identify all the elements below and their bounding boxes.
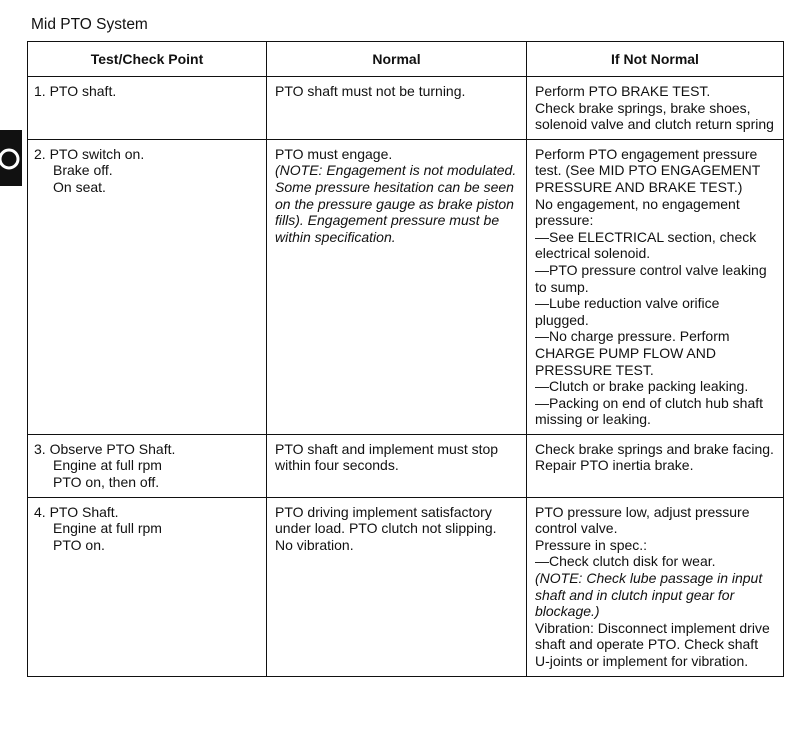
if-not-normal-cell (527, 139, 784, 434)
column-header-test: Test/Check Point (28, 42, 267, 77)
check-point-cell (28, 77, 267, 140)
cell-text: PTO shaft and implement must stop within four seconds. (275, 440, 499, 474)
check-point-title: 2. PTO switch on. (34, 145, 145, 162)
cell-text: —Lube reduction valve orifice plugged. (535, 295, 720, 328)
cell-text: PTO must engage. (275, 145, 393, 162)
if-not-normal-cell (527, 497, 784, 676)
cell-text: Perform PTO engagement pressure test. (See MID PTO ENGAGEMENT PRESSURE AND BRAKE TEST.) (535, 145, 761, 195)
check-point-cell (28, 497, 267, 676)
check-point-cell (28, 139, 267, 434)
cell-text: Vibration: Disconnect implement drive shaft and operate PTO. Check shaft U-joints or implement for vibration. (535, 619, 770, 669)
normal-cell (267, 497, 527, 676)
table-row (28, 139, 784, 434)
normal-cell (267, 77, 527, 140)
cell-text: PTO pressure low, adjust pressure control valve. (535, 503, 750, 537)
cell-text: —PTO pressure control valve leaking to sump. (535, 261, 767, 295)
cell-text: PTO driving implement satisfactory under load. PTO clutch not slipping. No vibration. (275, 503, 497, 553)
column-header-not-normal: If Not Normal (527, 42, 784, 77)
cell-text: —No charge pressure. Perform CHARGE PUMP FLOW AND PRESSURE TEST. (535, 328, 730, 378)
section-title: Mid PTO System (31, 16, 148, 33)
table-header-row (28, 42, 784, 77)
cell-text: Check brake springs and brake facing. Repair PTO inertia brake. (535, 440, 774, 474)
cell-text: —See ELECTRICAL section, check electrical solenoid. (535, 228, 757, 262)
check-point-title: 1. PTO shaft. (34, 83, 117, 99)
check-point-condition: Engine at full rpm (53, 457, 162, 474)
table-row (28, 434, 784, 497)
cell-text: Perform PTO BRAKE TEST. (535, 83, 711, 99)
cell-text: No engagement, no engagement pressure: (535, 195, 740, 229)
check-point-condition: Engine at full rpm (53, 520, 162, 537)
check-point-condition: On seat. (53, 178, 106, 195)
diagnostic-table (27, 41, 784, 677)
if-not-normal-cell (527, 77, 784, 140)
check-point-title: 4. PTO Shaft. (34, 503, 119, 520)
check-point-condition: PTO on, then off. (53, 474, 160, 491)
normal-cell (267, 139, 527, 434)
section-tab (0, 130, 22, 186)
cell-text: —Check clutch disk for wear. (535, 553, 716, 570)
table-row (28, 77, 784, 140)
if-not-normal-cell (527, 434, 784, 497)
cell-text: Check brake springs, brake shoes, solenoid valve and clutch return spring (535, 99, 774, 133)
check-point-title: 3. Observe PTO Shaft. (34, 440, 176, 457)
note-text: (NOTE: Engagement is not modulated. Some pressure hesitation can be seen on the pressure gauge as brake piston fills). Engagement pressure must be within specification. (275, 162, 517, 245)
column-header-normal: Normal (267, 42, 527, 77)
cell-text: PTO shaft must not be turning. (275, 83, 466, 99)
cell-text: —Packing on end of clutch hub shaft missing or leaking. (535, 394, 764, 428)
check-point-condition: PTO on. (53, 536, 105, 553)
check-point-cell (28, 434, 267, 497)
normal-cell (267, 434, 527, 497)
check-point-condition: Brake off. (53, 162, 113, 179)
cell-text: —Clutch or brake packing leaking. (535, 378, 749, 395)
note-text: (NOTE: Check lube passage in input shaft and in clutch input gear for blockage.) (535, 570, 763, 620)
gear-icon (0, 144, 24, 174)
table-row (28, 497, 784, 676)
cell-text: Pressure in spec.: (535, 536, 648, 553)
